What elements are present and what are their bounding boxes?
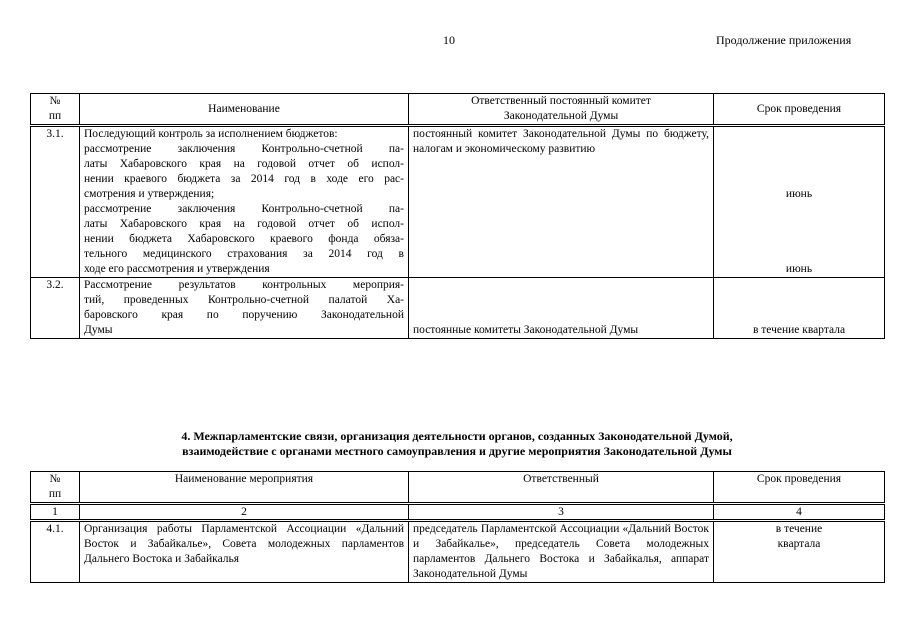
column-header-name: Наименование — [80, 94, 409, 126]
text-line: нении бюджета Хабаровского краевого фонда обяза- — [84, 233, 404, 245]
text-line: тельного медицинского страхования за 2014 год в — [84, 248, 404, 260]
section-title-line: 4. Межпарламентские связи, организация деятельности органов, созданных Законодательной Думой, — [181, 429, 733, 443]
text-line: латы Хабаровского края на годовой отчет об испол- — [84, 158, 404, 170]
column-header-term: Срок проведения — [714, 94, 885, 126]
row-number: 3.1. — [31, 126, 80, 278]
column-header-name: Наименование мероприятия — [80, 472, 409, 504]
row-term: в течение квартала — [714, 278, 885, 339]
text-line: Последующий контроль за исполнением бюджетов: — [84, 128, 338, 140]
row-name: Организация работы Парламентской Ассоциации «Дальний Восток и Забайкалье», Совета молодежных парламентов Дальнего Востока и Забайкалья — [80, 521, 409, 583]
section-title-line: взаимодействие с органами местного самоуправления и другие мероприятия Законодательной Думы — [182, 444, 732, 458]
text-line: смотрения и утверждения; — [84, 188, 215, 200]
column-number-4: 4 — [714, 504, 885, 521]
term-value: июнь — [785, 188, 813, 200]
section-4-title — [30, 429, 884, 459]
text-line: нении краевого бюджета за 2014 год в ходе его рас- — [84, 173, 404, 185]
row-name — [80, 126, 409, 278]
row-number: 4.1. — [31, 521, 80, 583]
text-line: рассмотрение заключения Контрольно-счетной па- — [84, 203, 404, 215]
row-committee: постоянные комитеты Законодательной Думы — [409, 278, 714, 339]
text-line: тий, проведенных Контрольно-счетной палатой Ха- — [84, 294, 404, 306]
column-number-1: 1 — [31, 504, 80, 521]
text-line: рассмотрение заключения Контрольно-счетной па- — [84, 143, 404, 155]
row-term: в течение квартала — [714, 521, 885, 583]
column-header-committee: Ответственный постоянный комитет Законодательной Думы — [409, 94, 714, 126]
column-header-number: № пп — [31, 472, 80, 504]
text-line: ходе его рассмотрения и утверждения — [84, 263, 270, 275]
row-responsible: председатель Парламентской Ассоциации «Дальний Восток и Забайкалье», председатель Совета молодежных парламентов Дальнего Востока и Забайкалья, аппарат Законодательной Думы — [409, 521, 714, 583]
column-header-responsible: Ответственный — [409, 472, 714, 504]
text-line: баровского края по поручению Законодательной — [84, 309, 404, 321]
row-term — [714, 126, 885, 278]
column-header-term: Срок проведения — [714, 472, 885, 504]
plan-table-section-3 — [30, 93, 885, 339]
page-number: 10 — [443, 33, 455, 47]
row-name — [80, 278, 409, 339]
text-line: Думы — [84, 324, 113, 336]
table-row — [31, 521, 885, 583]
column-number-3: 3 — [409, 504, 714, 521]
table-row — [31, 278, 885, 339]
column-header-number: № пп — [31, 94, 80, 126]
column-number-2: 2 — [80, 504, 409, 521]
text-line: Рассмотрение результатов контрольных мероприя- — [84, 279, 404, 291]
row-committee: постоянный комитет Законодательной Думы по бюджету, налогам и экономическому развитию — [409, 126, 714, 278]
term-value: июнь — [785, 263, 813, 275]
page-header-title: Продолжение приложения — [716, 33, 852, 47]
table-row — [31, 126, 885, 278]
plan-table-section-4 — [30, 471, 885, 583]
row-number: 3.2. — [31, 278, 80, 339]
text-line: латы Хабаровского края на годовой отчет об испол- — [84, 218, 404, 230]
